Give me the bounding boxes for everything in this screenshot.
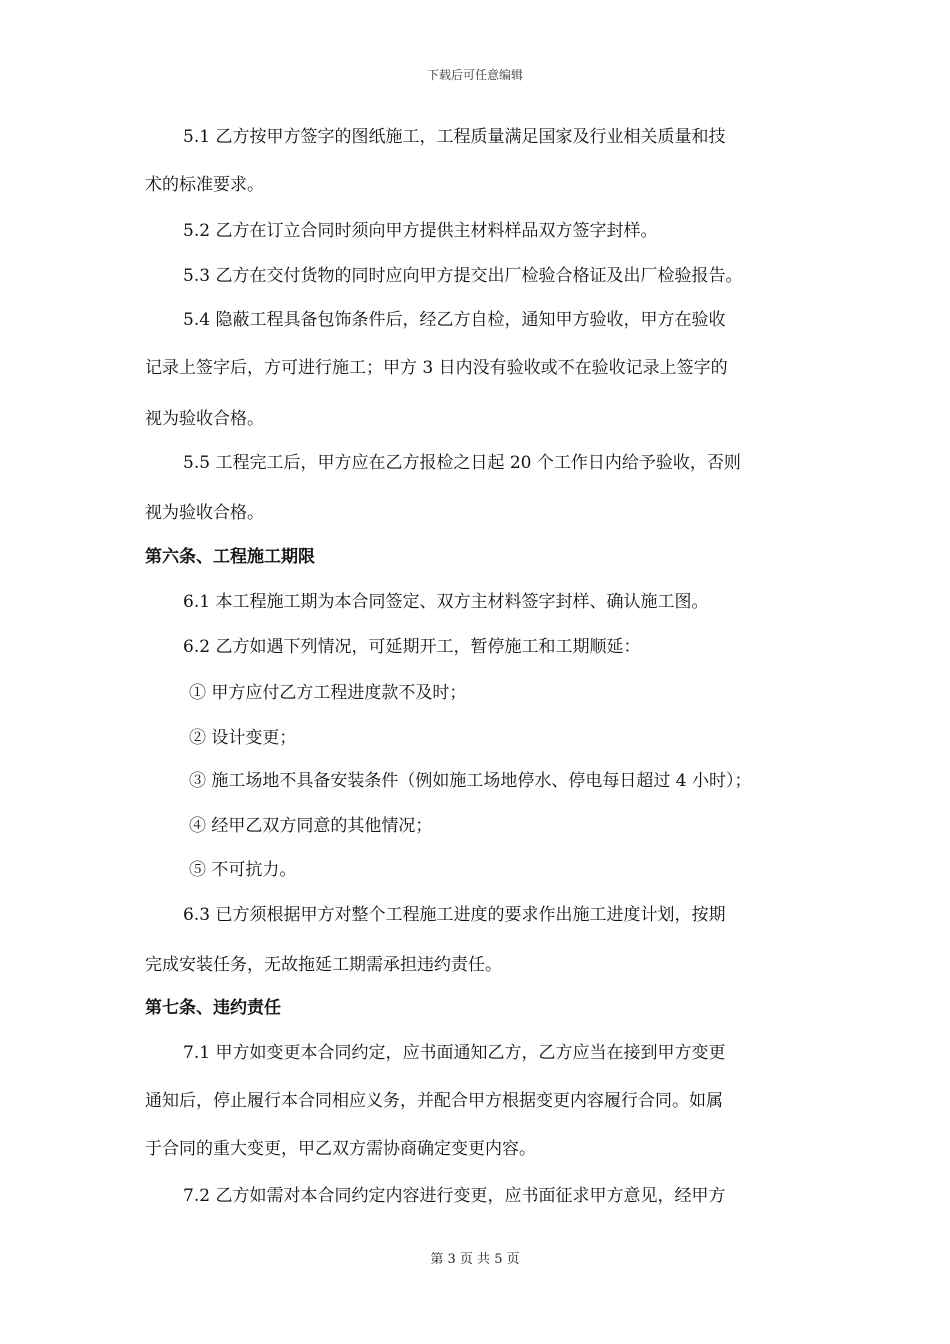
text-line: 视为验收合格。 xyxy=(145,503,264,523)
text-line: 5.3 乙方在交付货物的同时应向甲方提交出厂检验合格证及出厂检验报告。 xyxy=(183,266,743,286)
page-header: 下载后可任意编辑 xyxy=(426,68,523,82)
text-line: 7.1 甲方如变更本合同约定，应书面通知乙方，乙方应当在接到甲方变更 xyxy=(183,1043,726,1063)
text-line: 7.2 乙方如需对本合同约定内容进行变更，应书面征求甲方意见，经甲方 xyxy=(183,1186,726,1206)
text-line: 6.2 乙方如遇下列情况，可延期开工，暂停施工和工期顺延： xyxy=(183,637,641,657)
list-item: ⑤ 不可抗力。 xyxy=(189,860,297,880)
text-line: 完成安装任务，无故拖延工期需承担违约责任。 xyxy=(145,955,502,975)
text-line: 通知后，停止履行本合同相应义务，并配合甲方根据变更内容履行合同。如属 xyxy=(145,1091,723,1111)
text-line: 6.1 本工程施工期为本合同签定、双方主材料签字封样、确认施工图。 xyxy=(183,592,709,612)
text-line: 于合同的重大变更，甲乙双方需协商确定变更内容。 xyxy=(145,1139,536,1159)
text-line: 5.5 工程完工后，甲方应在乙方报检之日起 20 个工作日内给予验收，否则 xyxy=(183,453,741,473)
page-footer: 第 3 页 共 5 页 xyxy=(430,1252,520,1267)
text-line: 5.2 乙方在订立合同时须向甲方提供主材料样品双方签字封样。 xyxy=(183,221,658,241)
section-heading: 第六条、工程施工期限 xyxy=(145,547,315,567)
text-line: 6.3 已方须根据甲方对整个工程施工进度的要求作出施工进度计划，按期 xyxy=(183,905,726,925)
text-line: 视为验收合格。 xyxy=(145,409,264,429)
text-line: 5.4 隐蔽工程具备包饰条件后，经乙方自检，通知甲方验收，甲方在验收 xyxy=(183,310,726,330)
list-item: ③ 施工场地不具备安装条件（例如施工场地停水、停电每日超过 4 小时）； xyxy=(189,771,752,791)
section-heading: 第七条、违约责任 xyxy=(145,998,281,1018)
text-line: 记录上签字后，方可进行施工；甲方 3 日内没有验收或不在验收记录上签字的 xyxy=(145,358,728,378)
list-item: ② 设计变更； xyxy=(189,728,297,748)
list-item: ④ 经甲乙双方同意的其他情况； xyxy=(189,816,433,836)
list-item: ① 甲方应付乙方工程进度款不及时； xyxy=(189,683,467,703)
text-line: 5.1 乙方按甲方签字的图纸施工，工程质量满足国家及行业相关质量和技 xyxy=(183,127,726,147)
text-line: 术的标准要求。 xyxy=(145,175,264,195)
